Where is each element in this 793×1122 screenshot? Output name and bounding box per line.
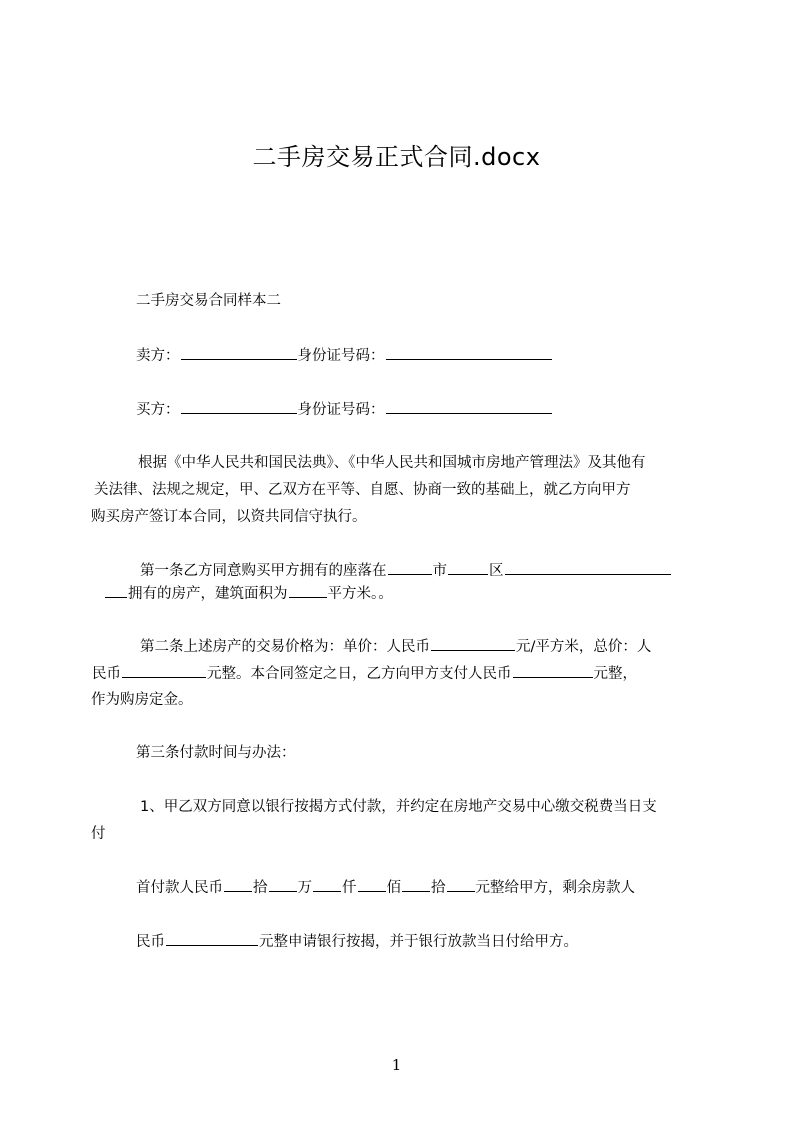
article-1-text: 第一条乙方同意购买甲方拥有的座落在 [140, 563, 387, 579]
article-3-title: 第三条付款时间与办法： [136, 745, 296, 761]
down-bai-label: 佰 [386, 880, 401, 896]
article-2-line-1 [140, 636, 651, 657]
article-2-line-2 [92, 663, 637, 684]
deposit-blank[interactable] [513, 663, 593, 678]
seller-label: 卖方： [136, 348, 180, 364]
remaining-text: 民币 [136, 934, 165, 950]
article-1-line-2 [104, 583, 393, 604]
page-number: 1 [391, 1056, 402, 1074]
article-2-text-3: 元整。本合同签定之日，乙方向甲方支付人民币 [207, 666, 512, 682]
contract-heading [136, 291, 281, 311]
intro-line-1: 根据《中华人民共和国民法典》、《中华人民共和国城市房地产管理法》及其他有 [138, 455, 646, 471]
buyer-name-blank[interactable] [181, 399, 297, 414]
down-qian-blank[interactable] [313, 877, 341, 892]
district-label: 区 [489, 563, 504, 579]
location-blank[interactable] [505, 560, 671, 575]
area-blank[interactable] [289, 583, 327, 598]
total-price-blank[interactable] [122, 663, 206, 678]
buyer-label: 买方： [136, 402, 180, 418]
down-bai-blank[interactable] [358, 877, 386, 892]
seller-line [136, 345, 553, 366]
down-shi-blank[interactable] [402, 877, 430, 892]
payment-1-line-1: 1、甲乙双方同意以银行按揭方式付款，并约定在房地产交易中心缴交税费当日支 [140, 799, 657, 815]
contract-heading-text: 二手房交易合同样本二 [136, 293, 281, 309]
seller-name-blank[interactable] [181, 345, 297, 360]
down-wan-blank[interactable] [269, 877, 297, 892]
down-shi-wan-blank[interactable] [224, 877, 252, 892]
location-blank-continued[interactable] [105, 583, 127, 598]
down-payment-line [136, 877, 635, 898]
down-payment-text: 首付款人民币 [136, 880, 223, 896]
remaining-amount-blank[interactable] [166, 931, 258, 946]
down-payment-text-2: 元整给甲方，剩余房款人 [475, 880, 635, 896]
payment-1-line-2: 付 [91, 826, 106, 842]
article-1-line-1 [140, 560, 672, 581]
down-qian-label: 仟 [342, 880, 357, 896]
remaining-text-2: 元整申请银行按揭，并于银行放款当日付给甲方。 [259, 934, 578, 950]
article-2-text-4: 元整， [593, 666, 637, 682]
document-title: 二手房交易正式合同.docx [252, 143, 541, 171]
area-unit: 平方米。。 [327, 586, 393, 602]
down-shi-label: 拾 [253, 880, 268, 896]
article-2-text-2: 民币 [92, 666, 121, 682]
down-wan-label: 万 [297, 880, 312, 896]
article-2-text: 第二条上述房产的交易价格为：单价：人民币 [140, 639, 430, 655]
seller-id-blank[interactable] [386, 345, 552, 360]
city-blank[interactable] [388, 560, 432, 575]
intro-line-3: 购买房产签订本合同，以资共同信守执行。 [91, 509, 367, 525]
city-label: 市 [432, 563, 447, 579]
intro-line-2: 关法律、法规之规定，甲、乙双方在平等、自愿、协商一致的基础上，就乙方向甲方 [94, 482, 631, 498]
buyer-line [136, 399, 553, 420]
buyer-id-label: 身份证号码： [297, 402, 385, 418]
district-blank[interactable] [448, 560, 488, 575]
seller-id-label: 身份证号码： [297, 348, 385, 364]
unit-price-blank[interactable] [431, 636, 515, 651]
buyer-id-blank[interactable] [386, 399, 552, 414]
unit-price-label: 元/平方米，总价：人 [516, 639, 652, 655]
article-2-line-3: 作为购房定金。 [91, 692, 193, 708]
article-1-text-2: 拥有的房产，建筑面积为 [128, 586, 288, 602]
down-yuan-blank[interactable] [447, 877, 475, 892]
remaining-payment-line [136, 931, 578, 952]
down-shi2-label: 拾 [431, 880, 446, 896]
